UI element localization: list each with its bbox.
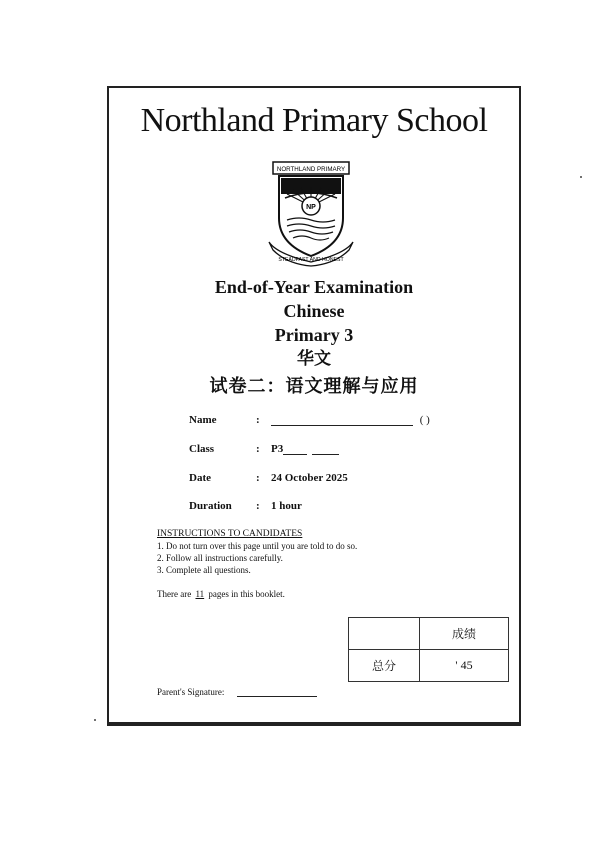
instructions [157, 528, 357, 576]
instructions-heading: INSTRUCTIONS TO CANDIDATES [157, 529, 303, 539]
exam-subject: Chinese [283, 301, 345, 321]
exam-title-block [109, 275, 519, 401]
instruction-item: 1. Do not turn over this page until you are told to do so. [157, 541, 358, 551]
total-label: 总分 [349, 650, 420, 682]
score-header: 成绩 [420, 618, 509, 650]
date-label: Date [189, 472, 211, 484]
crest-ribbon-text: STEADFAST AND HONEST [278, 257, 344, 263]
duration-label: Duration [189, 500, 232, 512]
duration-value: 1 hour [271, 500, 302, 512]
date-value: 24 October 2025 [271, 472, 348, 484]
signature-blank[interactable] [237, 688, 317, 697]
class-number-blank[interactable] [312, 445, 339, 455]
exam-title: End-of-Year Examination [214, 277, 414, 297]
exam-cover-frame: Northland Primary School NORTHLAND PRIMARY NP STEADFAST AND HONEST End-of-Year Examination Chinese Primary 3 华文 试卷二：语文理解与应用 Name : ( ) Class : P3 Date : 24 October 2025 Duration : 1 hour INSTRUCTIONS TO CANDIDATES 1. Do not turn over this page until you are told to do so. 2. Follow all instructions carefully. 3. Complete all questions. There are 11 pages in this booklet. 成绩 总分 ' 45 Parent's Signature: [107, 86, 521, 726]
class-value: P3 [271, 443, 284, 455]
exam-level: Primary 3 [274, 325, 354, 345]
total-score-value: ' 45 [420, 650, 509, 682]
index-number-parens: ( ) [419, 414, 430, 426]
class-blank[interactable] [283, 445, 307, 455]
name-blank[interactable] [271, 414, 413, 426]
instruction-item: 3. Complete all questions. [157, 565, 251, 575]
name-label: Name [189, 414, 217, 426]
crest-banner-text: NORTHLAND PRIMARY [276, 166, 346, 173]
scan-speck [580, 176, 582, 178]
exam-subject-chinese: 华文 [297, 349, 331, 368]
page-count-note: There are 11 pages in this booklet. [157, 589, 285, 599]
school-crest-icon [265, 158, 357, 268]
instruction-item: 2. Follow all instructions carefully. [157, 553, 283, 563]
school-name: Northland Primary School [140, 102, 488, 139]
signature-label: Parent's Signature: [157, 687, 225, 697]
crest-center-text: NP [306, 204, 316, 211]
class-label: Class [189, 443, 215, 455]
page-count: 11 [195, 589, 205, 599]
exam-paper-title: 试卷二：语文理解与应用 [209, 376, 419, 396]
score-table [348, 617, 509, 682]
parent-signature [157, 687, 317, 697]
scan-speck [94, 719, 96, 721]
